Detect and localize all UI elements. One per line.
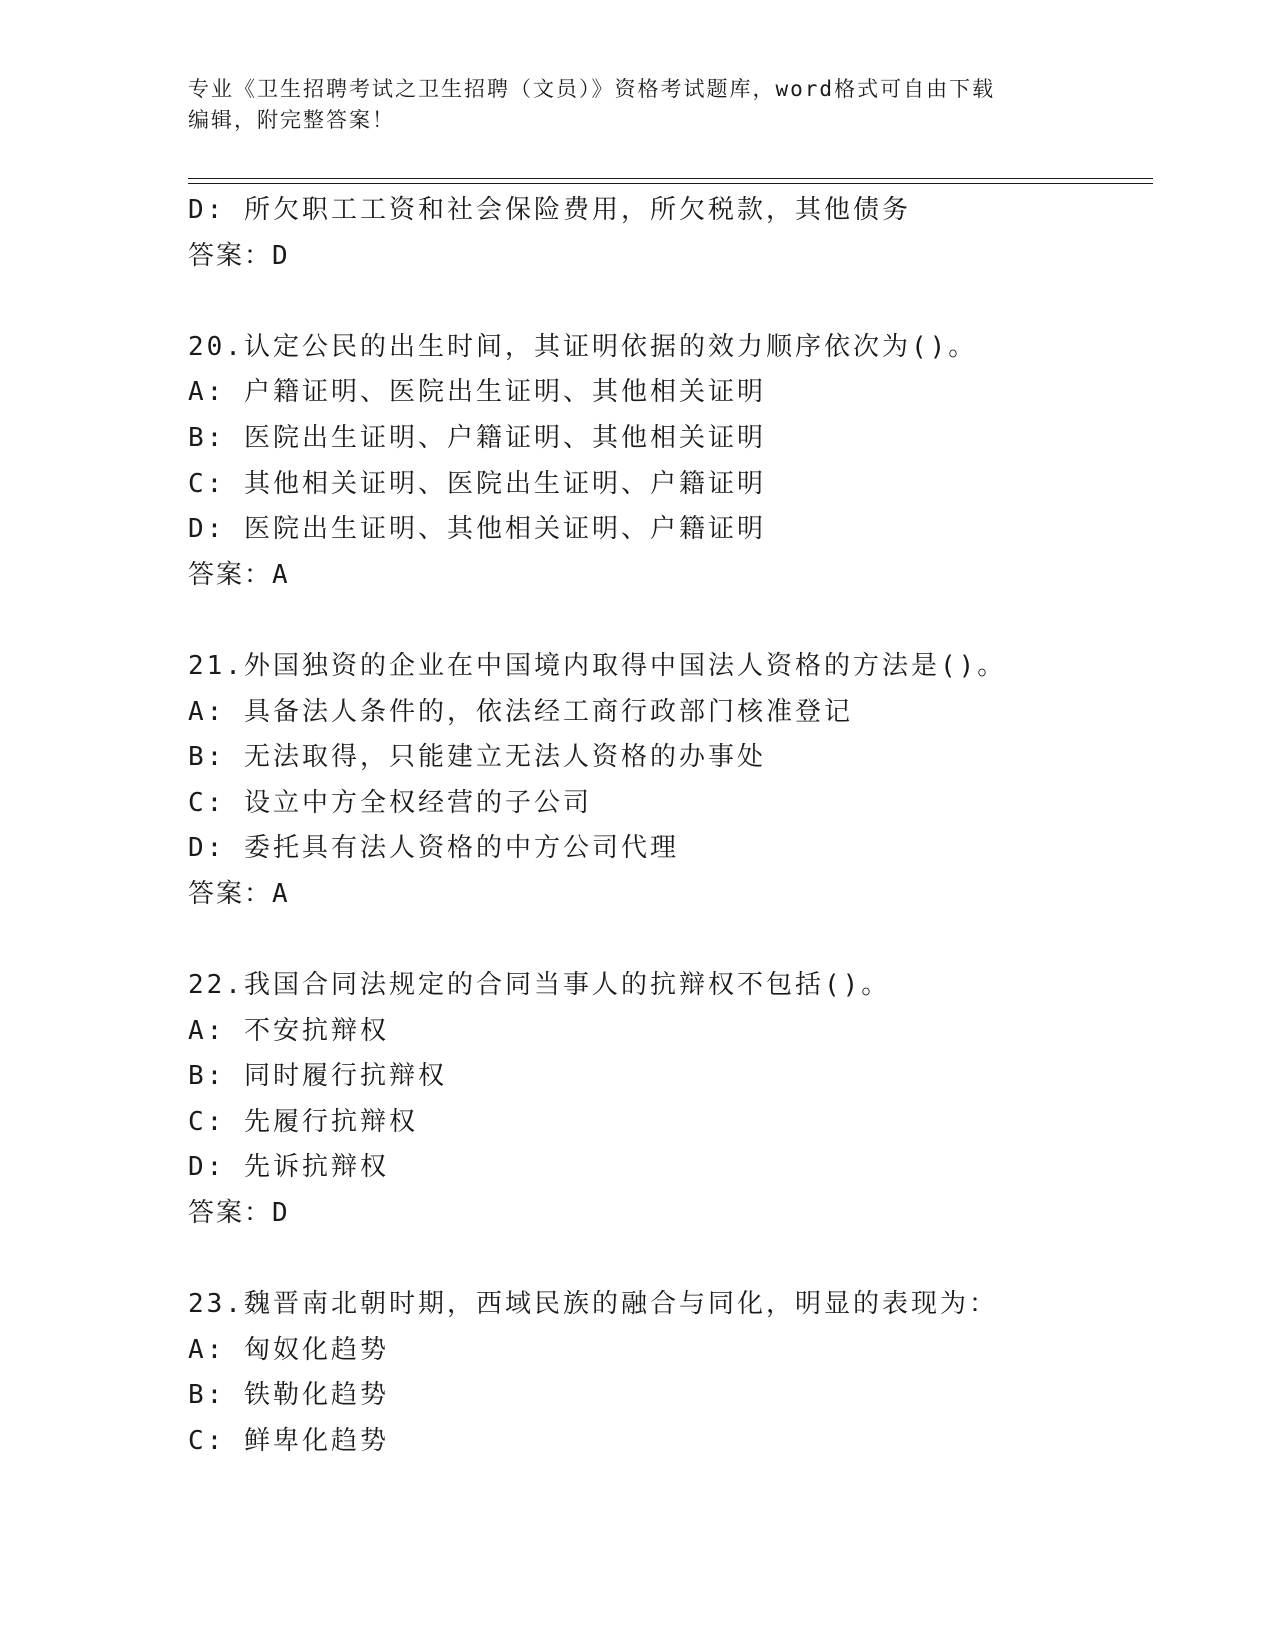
spacer — [188, 279, 1148, 325]
answer-value: A — [272, 559, 290, 590]
question-23-option-a: A: 匈奴化趋势 — [188, 1334, 389, 1365]
question-22-option-d: D: 先诉抗辩权 — [188, 1152, 389, 1183]
answer-label: 答案： — [188, 240, 273, 271]
question-20-option-d: D: 医院出生证明、其他相关证明、户籍证明 — [188, 514, 766, 545]
question-21-option-c: C: 设立中方全权经营的子公司 — [188, 787, 592, 818]
question-21-option-d: D: 委托具有法人资格的中方公司代理 — [188, 833, 679, 864]
question-20-text: 20.认定公民的出生时间，其证明依据的效力顺序依次为()。 — [188, 331, 978, 362]
question-21-option-b: B: 无法取得，只能建立无法人资格的办事处 — [188, 742, 766, 773]
question-20-option-a: A: 户籍证明、医院出生证明、其他相关证明 — [188, 377, 766, 408]
question-22-option-b: B: 同时履行抗辩权 — [188, 1061, 447, 1092]
answer-value: A — [272, 878, 290, 909]
header-line-1: 专业《卫生招聘考试之卫生招聘（文员）》资格考试题库，word格式可自由下载 — [188, 77, 996, 101]
question-20-option-c: C: 其他相关证明、医院出生证明、户籍证明 — [188, 468, 766, 499]
document-header — [188, 74, 1088, 136]
spacer — [188, 918, 1148, 964]
question-20-answer — [188, 553, 1148, 599]
question-20-option-b: B: 医院出生证明、户籍证明、其他相关证明 — [188, 422, 766, 453]
answer-label: 答案： — [188, 559, 273, 590]
question-21-answer — [188, 872, 1148, 918]
answer-label: 答案： — [188, 1198, 273, 1229]
question-23-option-c: C: 鲜卑化趋势 — [188, 1426, 389, 1457]
question-22-option-c: C: 先履行抗辩权 — [188, 1106, 418, 1137]
header-line-2: 编辑，附完整答案！ — [188, 108, 395, 132]
answer-label: 答案： — [188, 878, 273, 909]
previous-option-d: D: 所欠职工工资和社会保险费用，所欠税款，其他债务 — [188, 195, 911, 225]
spacer — [188, 1237, 1148, 1283]
answer-value: D — [272, 240, 290, 271]
header-divider-top — [188, 178, 1153, 179]
header-divider-bottom — [188, 183, 1153, 184]
question-22-answer — [188, 1191, 1148, 1237]
question-23-text: 23.魏晋南北朝时期，西域民族的融合与同化，明显的表现为： — [188, 1289, 998, 1320]
question-list — [188, 188, 1148, 1465]
answer-value: D — [272, 1198, 290, 1229]
question-21-option-a: A: 具备法人条件的，依法经工商行政部门核准登记 — [188, 696, 853, 727]
question-22-text: 22.我国合同法规定的合同当事人的抗辩权不包括()。 — [188, 970, 891, 1001]
question-23-option-b: B: 铁勒化趋势 — [188, 1380, 389, 1411]
question-21-text: 21.外国独资的企业在中国境内取得中国法人资格的方法是()。 — [188, 650, 1007, 681]
previous-answer — [188, 234, 1148, 280]
question-22-option-a: A: 不安抗辩权 — [188, 1015, 389, 1046]
spacer — [188, 598, 1148, 644]
